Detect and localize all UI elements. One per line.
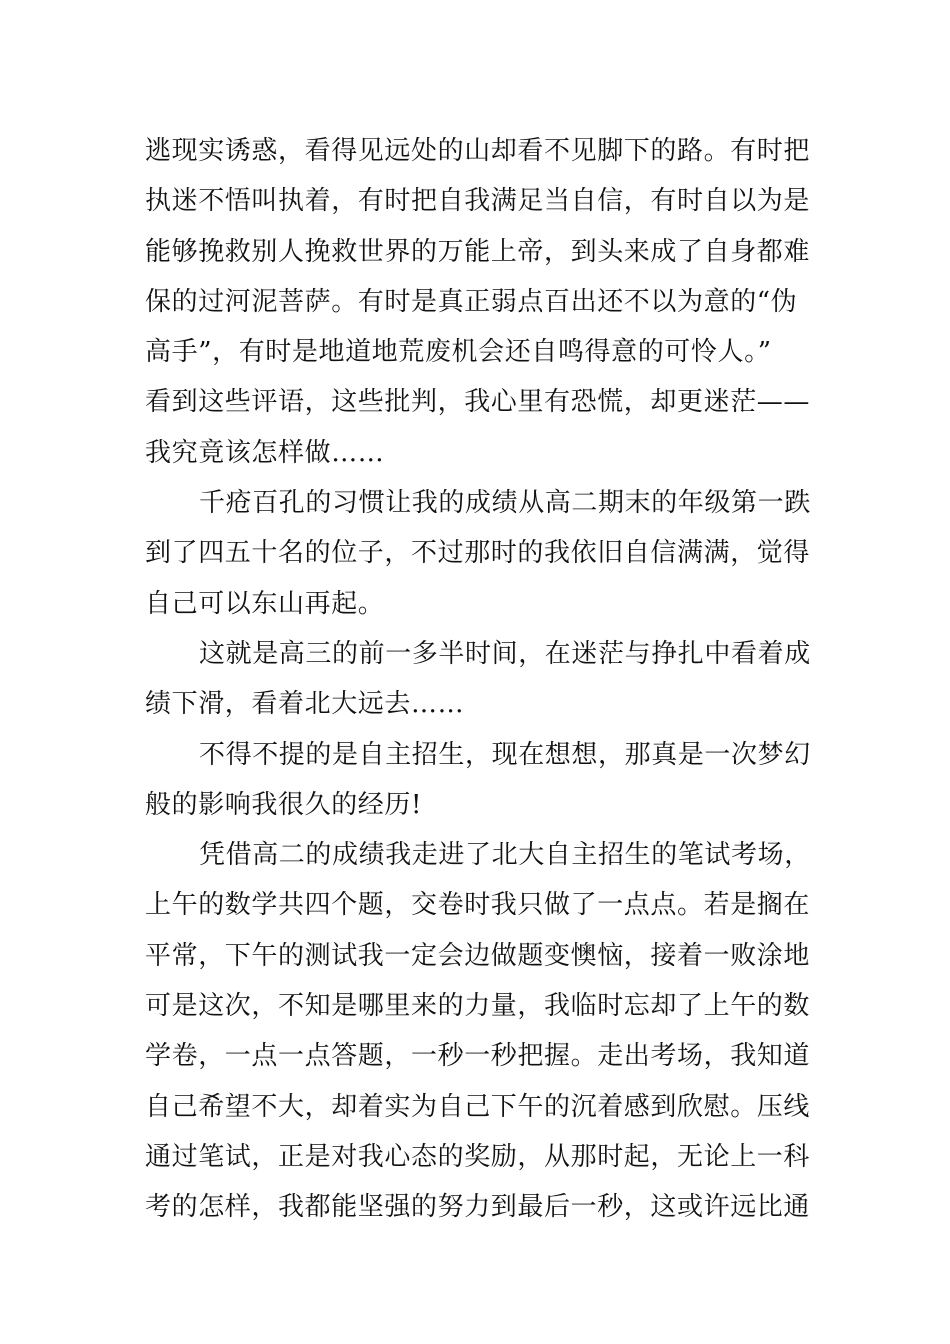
- text-line: 考的怎样，我都能坚强的努力到最后一秒，这或许远比通: [145, 1192, 811, 1223]
- body-text: [145, 126, 810, 1233]
- text-line: 绩下滑，看着北大远去……: [145, 689, 465, 720]
- text-line: 到了四五十名的位子，不过那时的我依旧自信满满，觉得: [145, 538, 811, 569]
- text-line: 保的过河泥菩萨。有时是真正弱点百出还不以为意的“伪: [145, 286, 798, 317]
- paragraph-first-line: 不得不提的是自主招生，现在想想，那真是一次梦幻: [199, 739, 811, 770]
- text-line: 可是这次，不知是哪里来的力量，我临时忘却了上午的数: [145, 991, 811, 1022]
- paragraph-first-line: 千疮百孔的习惯让我的成绩从高二期末的年级第一跌: [199, 488, 811, 519]
- text-line: 能够挽救别人挽救世界的万能上帝，到头来成了自身都难: [145, 236, 811, 267]
- text-line: 上午的数学共四个题，交卷时我只做了一点点。若是搁在: [145, 890, 811, 921]
- text-line: 高手”，有时是地道地荒废机会还自鸣得意的可怜人。”: [145, 337, 772, 368]
- text-line: 执迷不悟叫执着，有时把自我满足当自信，有时自以为是: [145, 186, 811, 217]
- text-line: 平常，下午的测试我一定会边做题变懊恼，接着一败涂地: [145, 940, 811, 971]
- text-line: 逃现实诱惑，看得见远处的山却看不见脚下的路。有时把: [145, 136, 811, 166]
- text-line: 通过笔试，正是对我心态的奖励，从那时起，无论上一科: [145, 1141, 811, 1172]
- text-line: 自己希望不大，却着实为自己下午的沉着感到欣慰。压线: [145, 1091, 811, 1122]
- text-line: 学卷，一点一点答题，一秒一秒把握。走出考场，我知道: [145, 1041, 811, 1072]
- paragraph-first-line: 这就是高三的前一多半时间，在迷茫与挣扎中看着成: [199, 638, 811, 669]
- text-line: 看到这些评语，这些批判，我心里有恐慌，却更迷茫——: [145, 387, 811, 418]
- paragraph-first-line: 凭借高二的成绩我走进了北大自主招生的笔试考场，: [199, 840, 811, 871]
- text-line: 般的影响我很久的经历!: [145, 789, 423, 820]
- text-line: 我究竟该怎样做……: [145, 437, 385, 468]
- text-line: 自己可以东山再起。: [145, 588, 385, 619]
